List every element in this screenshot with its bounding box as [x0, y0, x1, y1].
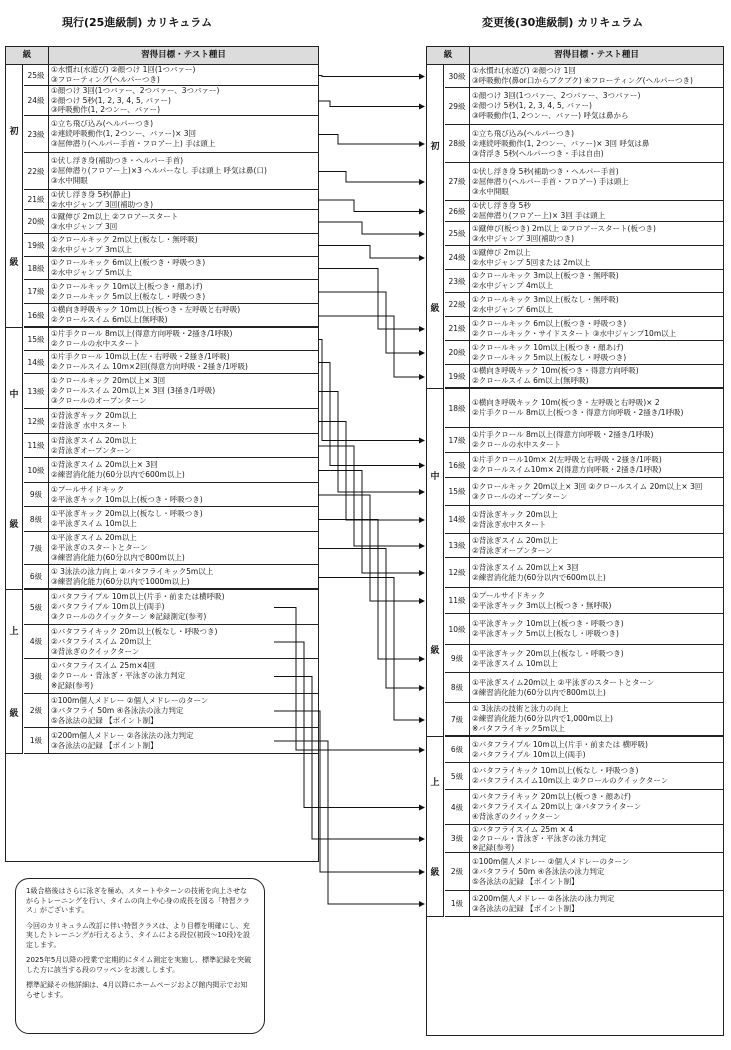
goal-item: ③バタフライ 50m ④各泳法の泳力判定 [472, 866, 605, 876]
goal-item: ②クロールの水中スタート [51, 339, 141, 348]
group-label-intermediate: 中 級 [6, 328, 23, 590]
level-mapping-arrow [318, 246, 424, 259]
level-label: 12級 [24, 409, 49, 433]
level-label: 16級 [445, 453, 470, 477]
goal-item: ①背泳ぎスイム 20m以上 [51, 435, 137, 445]
goal-item: ①横向き呼吸キック 10m(板つき・左呼吸と右呼吸)× 2 [472, 398, 660, 407]
level-label: 19級 [24, 234, 49, 256]
level-label: 6級 [24, 565, 49, 588]
level-label: 2級 [24, 694, 49, 727]
goal-item: ①伏し浮き身 5秒(静止) [51, 190, 131, 199]
goal-item: ②クロール・背泳ぎ・平泳ぎの泳力判定 [51, 671, 186, 680]
level-label: 20級 [445, 341, 470, 364]
level-label: 3級 [445, 825, 470, 852]
level-label: 15級 [445, 478, 470, 505]
goal-item: ③クロールのオープンターン [51, 396, 147, 405]
level-label: 28級 [445, 125, 470, 162]
level-mapping-arrow [318, 392, 424, 493]
group-label-beginner: 初 級 [427, 65, 444, 389]
goal-item: ③水中開眼 [51, 176, 88, 185]
goal-item: ③練習消化能力(60分以内で800m以上) [51, 553, 185, 562]
level-label: 13級 [24, 374, 49, 408]
level-mapping-arrow [274, 741, 424, 904]
goal-item: ①バタフライキック 10m以上(板なし・呼吸つき) [472, 766, 639, 775]
level-label: 10級 [445, 614, 470, 644]
goal-item: ③練習消化能力(60分以内で800m以上) [472, 687, 606, 697]
goal-item: ①背泳ぎキック 20m以上 [51, 411, 137, 420]
goal-item: ①100m個人メドレー ②個人メドレーのターン [51, 695, 209, 705]
goal-item: ②顔つけ 5秒(1, 2, 3, 4, 5, バァー) [51, 95, 171, 105]
note-paragraph: 1級合格後はさらに泳ぎを極め、スタートやターンの技術を向上させながらトレーニングを行い、タイムの向上や心身の成長を図る「特習クラス」がございます。 [26, 887, 250, 914]
goal-item: ①クロールキック 2m以上(板なし・無呼吸) [51, 235, 198, 244]
goal-item: ※記録(参考) [51, 681, 94, 690]
level-label: 15級 [24, 328, 49, 350]
goal-item: ②連続呼吸動作(1, 2つンー、バァー)× 3回 呼気は鼻 [472, 138, 650, 148]
title-current: 現行(25進級制) カリキュラム [62, 16, 213, 29]
goal-item: ※バタフライキック5m以上 [472, 724, 565, 733]
goal-item: ②屈伸潜り(フロアー上)× 3回 手は頭上 [472, 211, 606, 220]
level-label: 9級 [445, 645, 470, 672]
goal-item: ⑤各泳法の記録 【ポイント制】 [51, 715, 158, 725]
goal-item: ①背泳ぎキック 20m以上 [472, 509, 558, 519]
level-mapping-arrow [318, 76, 424, 77]
level-label: 7級 [445, 703, 470, 735]
goal-item: ①立ち飛び込み(ヘルパーつき) [51, 119, 154, 128]
level-label: 14級 [24, 351, 49, 373]
level-mapping-arrow [274, 608, 424, 751]
goal-item: ①伏し浮き身(補助つき・ヘルパー手首) [51, 156, 184, 165]
goal-item: ②顔つけ 5秒(1, 2, 3, 4, 5, バァー) [472, 101, 592, 110]
level-mapping-arrow [318, 101, 424, 107]
level-label: 9級 [24, 483, 49, 506]
goal-item: ②練習消化能力(60分以内で600m以上) [472, 572, 606, 582]
goal-item: ②クロールキック 5m以上(板なし・呼吸つき) [51, 291, 206, 301]
goal-item: ②練習消化能力(60分以内で600m以上) [51, 470, 185, 479]
level-label: 13級 [445, 534, 470, 557]
level-mapping-arrow [318, 340, 424, 441]
goal-item: ①平泳ぎスイム20m以上 ②平泳ぎのスタートとターン [472, 677, 655, 687]
level-label: 25級 [24, 65, 49, 85]
goal-item: ③水中ジャンプ 3回(補助つき) [472, 233, 575, 243]
goal-item: ①横向き呼吸キック 10m以上(板つき・左呼吸と右呼吸) [51, 305, 241, 314]
goal-item: ①クロールキック 10m以上(板つき・顔あげ) [51, 281, 203, 291]
level-mapping-arrow [318, 520, 424, 660]
level-label: 11級 [445, 588, 470, 613]
goal-item: ①クロールキック 6m以上(板つき・呼吸つき) [472, 318, 627, 328]
goal-item: ①バタフライキック 20m以上(板つき・顔あげ) [472, 792, 631, 801]
level-label: 8級 [445, 673, 470, 702]
goal-item: ①バタフライスイム 25m×4回 [51, 661, 156, 670]
goal-item: ①クロールキック 20m以上× 3回 ②クロールスイム 20m以上× 3回 [472, 481, 703, 491]
level-label: 17級 [445, 428, 470, 452]
level-mapping-arrow [318, 471, 424, 574]
level-mapping-arrow [318, 549, 424, 689]
level-label: 17級 [24, 280, 49, 303]
level-label: 23級 [24, 116, 49, 152]
goal-item: ①片手クロール 8m以上(得意方向呼吸・2掻き/1呼吸) [51, 329, 233, 338]
goal-item: ②背泳ぎオープンターン [51, 445, 132, 455]
goal-item: ①平泳ぎスイム 20m以上 [51, 533, 137, 542]
goal-item: ②練習消化能力(60分以内で1,000m以上) [472, 714, 613, 723]
level-label: 1級 [445, 891, 470, 916]
goal-item: ③呼吸動作(1, 2つンー、バァー) [51, 105, 161, 115]
level-label: 10級 [24, 458, 49, 482]
level-label: 6級 [445, 737, 470, 762]
goal-item: ②クロールスイム 20m以上× 3回 (3掻き/1呼吸) [51, 386, 216, 395]
goal-item: ②平泳ぎのスタートとターン [51, 543, 148, 552]
goal-item: ①蹴伸び(板つき) 2m以上 ②フロアースタート(板つき) [472, 223, 656, 233]
goal-item: ①背泳ぎスイム 20m以上× 3回 [472, 562, 579, 572]
group-label-intermediate: 中 級 [427, 389, 444, 737]
level-mapping-arrow [318, 200, 424, 212]
goal-item: ③フローティング(ヘルパーつき) [51, 75, 160, 84]
goal-item: ※記録(参考) [472, 843, 515, 852]
level-label: 30級 [445, 65, 470, 87]
goal-item: ①横向き呼吸キック 10m(板つき・得意方向呼吸) [472, 366, 639, 375]
level-mapping-arrow [318, 363, 424, 466]
goal-item: ⑤各泳法の記録 【ポイント制】 [472, 876, 579, 886]
goal-item: ②水中ジャンプ 5m以上 [51, 268, 133, 277]
goal-item: ①100m個人メドレー ②個人メドレーのターン [472, 856, 630, 866]
level-label: 27級 [445, 163, 470, 200]
level-mapping-arrow [318, 446, 424, 546]
level-label: 8級 [24, 507, 49, 531]
level-label: 24級 [445, 246, 470, 269]
group-label-advanced: 上 級 [427, 737, 444, 917]
goal-item: ①伏し浮き身 5秒 [472, 201, 531, 210]
goal-item: ①200m個人メドレー ②各泳法の泳力判定 [51, 730, 194, 740]
goal-item: ①バタフライプル 10m以上(片手・前または 横呼吸) [472, 739, 648, 749]
level-label: 16級 [24, 304, 49, 326]
goal-item: ②クロールスイム 6m以上(無呼吸) [51, 315, 168, 324]
level-label: 14級 [445, 506, 470, 533]
goal-item: ① 3泳法の泳力向上 ②バタフライキック5m以上 [51, 566, 214, 576]
level-label: 20級 [24, 210, 49, 233]
goal-item: ①バタフライキック 20m以上(板なし・呼吸つき) [51, 626, 218, 636]
goal-item: ②連続呼吸動作(1, 2つンー、バァー)× 3回 [51, 129, 197, 138]
goal-item: ①クロールキック 20m以上× 3回 [51, 376, 166, 385]
note-paragraph: 標準記録その他詳細は、4月以降にホームページおよび館内掲示でお知らせします。 [26, 981, 248, 999]
goal-item: ②平泳ぎキック 3m以上(板つき・無呼吸) [472, 600, 612, 610]
header-level: 級 [427, 47, 470, 64]
goal-item: ②クロールの水中スタート [472, 440, 562, 449]
level-mapping-arrow [318, 316, 424, 377]
goal-item: ②水中ジャンプ 3m以上 [51, 245, 133, 254]
goal-item: ③水中開眼 [472, 186, 509, 196]
goal-item: ①バタフライスイム 25m × 4 [472, 825, 574, 834]
goal-item: ③呼吸動作(1, 2つンー、バァー) 呼気は鼻から [472, 111, 629, 120]
goal-item: ②屈伸潜り(フロアー上)×3 ヘルパーなし 手は頭上 呼気は鼻(口) [51, 166, 267, 175]
level-mapping-arrow [318, 292, 424, 353]
goal-item: ①蹴伸び 2m以上 ②フロアースタート [51, 211, 179, 221]
goal-item: ②片手クロール 8m以上(板つき・得意方向呼吸・2掻き/1呼吸) [472, 408, 684, 417]
level-mapping-arrow [318, 269, 424, 330]
level-label: 22級 [24, 153, 49, 189]
goal-item: ①立ち飛び込み(ヘルパーつき) [472, 128, 575, 138]
level-label: 29級 [445, 88, 470, 124]
goal-item: ②クロールキック 5m以上(板なし・呼吸つき) [472, 352, 627, 362]
goal-item: ①プールサイドキック [51, 484, 125, 494]
level-label: 18級 [445, 389, 470, 427]
level-mapping-arrow [318, 135, 424, 145]
goal-item: ①平泳ぎキック 10m以上(板つき・呼吸つき) [472, 619, 624, 628]
goal-item: ②クロールキック・サイドスタート ③水中ジャンプ10m以上 [472, 328, 677, 338]
level-label: 24級 [24, 86, 49, 115]
level-label: 2級 [445, 853, 470, 890]
goal-item: ①平泳ぎキック 20m以上(板なし・呼吸つき) [472, 648, 624, 658]
goal-item: ②屈伸潜り(ヘルパー手首・フロアー) 手は頭上 [472, 176, 629, 186]
level-label: 11級 [24, 434, 49, 457]
level-mapping-arrow [318, 578, 424, 721]
goal-item: ①片手クロール 10m以上(左・右呼吸・2掻き/1呼吸) [51, 352, 230, 361]
goal-item: ③クロールのクイックターン ※記録測定(参考) [51, 612, 207, 621]
goal-item: ②平泳ぎスイム 10m以上 [51, 519, 137, 528]
goal-item: ①背泳ぎスイム 20m以上× 3回 [51, 460, 158, 469]
level-label: 22級 [445, 293, 470, 316]
goal-item: ③バタフライ 50m ④各泳法の泳力判定 [51, 705, 184, 715]
goal-item: ②平泳ぎキック 5m以上(板なし・呼吸つき) [472, 629, 619, 638]
level-mapping-arrow [318, 172, 424, 183]
level-label: 23級 [445, 270, 470, 292]
goal-item: ②水中ジャンプ 4m以上 [472, 281, 554, 290]
special-class-note [15, 878, 265, 1034]
header-goals: 習得目標・テスト種目 [141, 50, 226, 60]
level-label: 25級 [445, 222, 470, 245]
goal-item: ②平泳ぎスイム 10m以上 [472, 658, 558, 668]
goal-item: ①クロールキック 6m以上(板つき・呼吸つき) [51, 258, 206, 267]
goal-item: ②バタフライスイム 20m以上 [51, 636, 152, 646]
group-label-beginner: 初 級 [6, 65, 23, 328]
level-label: 19級 [445, 365, 470, 387]
goal-item: ③各泳法の記録 【ポイント制】 [472, 903, 579, 913]
level-label: 1級 [24, 728, 49, 753]
goal-item: ②クロールスイム10m× 2(得意方向呼吸・2掻き/1呼吸) [472, 465, 662, 474]
goal-item: ②背泳ぎオープンターン [472, 545, 553, 555]
goal-item: ①200m個人メドレー ②各泳法の泳力判定 [472, 893, 615, 903]
goal-item: ①クロールキック 10m以上(板つき・顔あげ) [472, 342, 624, 352]
goal-item: ①蹴伸び 2m以上 [472, 247, 531, 257]
goal-item: ②クロールスイム 6m以上(無呼吸) [472, 376, 589, 385]
goal-item: ④背泳ぎのクイックターン [472, 812, 561, 821]
goal-item: ③背浮き 5秒(ヘルパーつき・手は自由) [472, 148, 604, 158]
level-label: 5級 [445, 763, 470, 789]
level-label: 12級 [445, 558, 470, 587]
goal-item: ③練習消化能力(60分以内で1000m以上) [51, 576, 190, 586]
goal-item: ②バタフライプル 10m以上(両手) [51, 602, 165, 611]
goal-item: ① 3泳法の技術と泳力の向上 [472, 704, 569, 713]
level-label: 7級 [24, 532, 49, 564]
goal-item: ②バタフライプル 10m以上(両手) [472, 749, 586, 759]
goal-item: ①バタフライプル 10m以上(片手・前または横呼吸) [51, 592, 225, 601]
goal-item: ③クロールのオープンターン [472, 491, 568, 501]
goal-item: ①伏し浮き身 5秒(補助つき・ヘルパー手首) [472, 166, 619, 176]
title-revised: 変更後(30進級制) カリキュラム [482, 16, 644, 29]
goal-item: ②平泳ぎキック 10m以上(板つき・呼吸つき) [51, 494, 203, 504]
goal-item: ②バタフライスイム 20m以上 ③バタフライターン [472, 802, 642, 811]
level-label: 5級 [24, 590, 49, 624]
header-goals: 習得目標・テスト種目 [554, 50, 639, 60]
level-label: 21級 [24, 190, 49, 209]
note-paragraph: 今回のカリキュラム改訂に伴い特習クラスは、より目標を明確にし、充実したトレーニングが行えるよう、タイムによる段位(初段〜10段)を設定します。 [26, 921, 251, 949]
goal-item: ②水中ジャンプ 6m以上 [472, 304, 554, 314]
goal-item: ③水中ジャンプ 3回 [51, 221, 118, 231]
level-label: 26級 [445, 201, 470, 221]
goal-item: ①顔つけ 3回(1つバァー、2つバァー、3つバァー) [472, 91, 641, 100]
level-label: 21級 [445, 317, 470, 340]
goal-item: ②背泳ぎ水中スタート [472, 519, 547, 529]
goal-item: ②水中ジャンプ 5回または 2m以上 [472, 257, 591, 267]
level-mapping-arrow [318, 222, 424, 234]
goal-item: ①片手クロール10m× 2(左呼吸と右呼吸・2掻き/1呼吸) [472, 455, 662, 464]
level-label: 4級 [445, 790, 470, 824]
goal-item: ①クロールキック 3m以上(板つき・無呼吸) [472, 271, 619, 280]
note-paragraph: 2025年5月以降の授業で定期的にタイム測定を実施し、標準記録を突破した方に該当する段のワッペンをお渡しします。 [26, 956, 252, 974]
level-label: 18級 [24, 257, 49, 279]
group-label-advanced: 上 級 [6, 590, 23, 754]
goal-item: ②クロール・背泳ぎ・平泳ぎの泳力判定 [472, 834, 607, 843]
goal-item: ②バタフライスイム10m以上 ②クロールのクイックターン [472, 776, 669, 785]
goal-item: ②背泳ぎ 水中スタート [51, 421, 128, 430]
header-level: 級 [6, 47, 49, 64]
goal-item: ③呼吸動作(鼻or口からブクブク) ④フローティング(ヘルパーつき) [472, 76, 693, 85]
goal-item: ①背泳ぎスイム 20m以上 [472, 535, 558, 545]
goal-item: ①水慣れ(水遊び) ②顔つけ 1回(1つバァー) [51, 65, 196, 74]
goal-item: ③屈伸潜り(ヘルパー手首・フロアー上) 手は頭上 [51, 139, 216, 148]
goal-item: ①クロールキック 3m以上(板なし・無呼吸) [472, 294, 619, 304]
goal-item: ①平泳ぎキック 20m以上(板なし・呼吸つき) [51, 509, 203, 518]
goal-item: ①顔つけ 3回(1つバァー、2つバァー、3つバァー) [51, 86, 220, 95]
goal-item: ①プールサイドキック [472, 590, 546, 600]
level-label: 3級 [24, 659, 49, 693]
goal-item: ①水慣れ(水遊び) ②顔つけ 1回 [472, 66, 576, 75]
goal-item: ①片手クロール 8m以上(得意方向呼吸・2掻き/1呼吸) [472, 430, 654, 439]
goal-item: ②クロールスイム 10m×2回(得意方向呼吸・2掻き/1呼吸) [51, 362, 248, 371]
level-label: 4級 [24, 625, 49, 658]
goal-item: ③背泳ぎのクイックターン [51, 646, 140, 656]
goal-item: ②水中ジャンプ 3回(補助つき) [51, 199, 154, 209]
goal-item: ③各泳法の記録 【ポイント制】 [51, 740, 158, 750]
